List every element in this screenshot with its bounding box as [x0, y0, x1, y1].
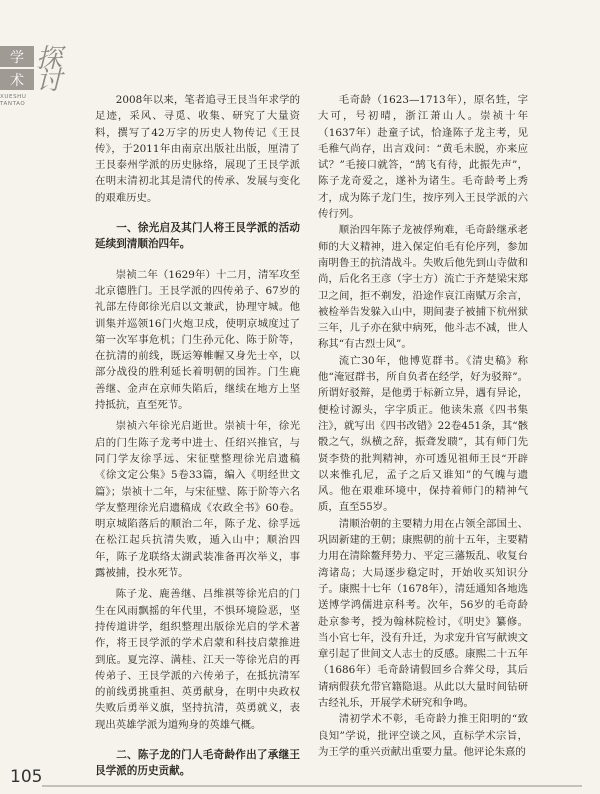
section-heading-2: 二、陈子龙的门人毛奇龄作出了承继王艮学派的历史贡献。 [95, 748, 300, 778]
right-column [318, 92, 528, 760]
section-tag [0, 44, 63, 112]
paragraph: 2008年以来，笔者追寻王艮当年求学的足迹，采风、寻觅、收集、研究了大量资料，撰写了42万字的历史人物传记《王艮传》，于2011年由南京出版社出版，厘清了王艮泰州学派的历史脉络，展现了王艮学派在明末清初北其是清代的传承、发展与变化的艰难历史。 [95, 94, 300, 204]
section-tag-latin [0, 94, 60, 108]
paragraph: 陈子龙、鹿善继、吕维祺等徐光启的门生在风雨飘摇的年代里，不惧环境险恶，坚持传道讲学，组织整理出版徐光启的学术著作，将王艮学派的学术启蒙和科技启蒙推进到底。夏完淳、满桂、江天一等徐光启的再传弟子、王艮学派的六传弟子，在抵抗清军的前线勇挑重担、英勇献身，在明中央政权失败后勇举义旗，坚持抗清，英勇就义，表现出英雄学派为道殉身的英雄气概。 [95, 588, 300, 731]
section-heading-1: 一、徐光启及其门人将王艮学派的活动延续到清顺治四年。 [95, 222, 300, 251]
paragraph: 清顺治朝的主要精力用在占领全部国土、巩固新建的王朝；康熙朝的前十五年，主要精力用在清除鳌拜势力、平定三藩叛乱、收复台湾诸岛；大局逐步稳定时，开始收买知识分子。康熙十七年（1678年），清廷通知各地选送博学鸿儒进京科考。次年，56岁的毛奇龄赴京参考，授为翰林院检讨，《明史》纂修。当小官七年，没有升迁，为求宠升官写献谀文章引起了世间文人志士的反感。康熙二十五年（1686年）毛奇龄请假回乡合葬父母，其后请病假获允带官籍隐退。从此以大量时间钻研古经礼乐，开展学术研究和争鸣。 [318, 517, 528, 709]
paragraph: 顺治四年陈子龙被俘殉难，毛奇龄继承老师的大义精神，进入保定伯毛有伦序列，参加南明鲁王的抗清战斗。失败后他先到山寺做和尚，后化名王彦（字士方）流亡于齐楚梁宋郑卫之间，拒不剃发，沿途作哀江南赋万余言，被检举告发躲入山中，期间妻子被捕下杭州狱三年，儿子亦在狱中病死，他斗志不减，世人称其“有古烈士风”。 [318, 224, 528, 351]
footer-rule [42, 785, 582, 787]
section-tag-box-xue: 学 [0, 46, 34, 67]
paragraph: 崇祯六年徐光启逝世。崇祯十年，徐光启的门生陈子龙考中进士、任绍兴推官，与同门学友徐孚远、宋征壁整理徐光启遗稿《徐文定公集》5卷33篇，编入《明经世文篇》；崇祯十二年，与宋征璧、陈于阶等六名学友整理徐光启遗稿成《农政全书》60卷。明京城陷落后的顺治二年，陈子龙、徐孚远在松江起兵抗清失败，遁入山中；顺治四年，陈子龙联络太湖武装准备再次举义，事露被捕，投水死节。 [95, 420, 300, 580]
section-tag-latin-1: XUESHU [0, 94, 27, 100]
paragraph: 崇祯二年（1629年）十二月，清军攻至北京德胜门。王艮学派的四传弟子、67岁的礼部左侍郎徐光启以文兼武，协理守城。他训集并巡领16门火炮卫戍，使明京城度过了第一次军事危机；门生孙元化、陈于阶等，在抗清的前线，既运筹帷幄又身先士卒，以部分战役的胜利延长着明朝的国祚。门生鹿善继、金声在京师失陷后，继续在地方上坚持抵抗，直至死节。 [95, 268, 300, 412]
section-tag-box-shu: 术 [0, 69, 34, 90]
page-number: 105 [10, 767, 43, 787]
left-column [95, 92, 300, 794]
section-tag-brush-title: 探讨 [36, 44, 63, 96]
paragraph: 流亡30年，他博览群书。《清史稿》称他“淹冠群书，所自负者在经学，好为驳辩”。所谓好驳辩，是他勇于标新立异，遇有异论，便检讨源头，字字质正。他读朱熹《四书集注》，就写出《四书改错》22卷451条，其“骸骰之气，纵横之辞，振聋发聩”，其有师门先贤李贽的批判精神，亦可透见祖师王艮“开辟以来惟孔尼，孟子之后又谁知”的气魄与遗风。他在艰难环境中，保持着师门的精神气质，直至55岁。 [318, 354, 528, 514]
paragraph: 毛奇龄（1623—1713年），原名甡，字大可，号初晴，浙江萧山人。崇祯十年（1637年）赴童子试，恰逢陈子龙主考，见毛稚气尚存，出言戏问：“黄毛未脱，亦来应试？”毛接口就答，“鹄飞有待，此振先声”，陈子龙奇爱之，遂补为诸生。毛奇龄考上秀才，成为陈子龙门生，按序列入王艮学派的六传行列。 [318, 94, 528, 221]
paragraph: 清初学术不彰，毛奇龄力推王阳明的“致良知”学说，批评空谈之风，直标学术宗旨，为王学的重兴贡献出重要力量。他评论朱熹的 [318, 713, 528, 758]
section-tag-latin-2: TANTAO [0, 101, 26, 107]
